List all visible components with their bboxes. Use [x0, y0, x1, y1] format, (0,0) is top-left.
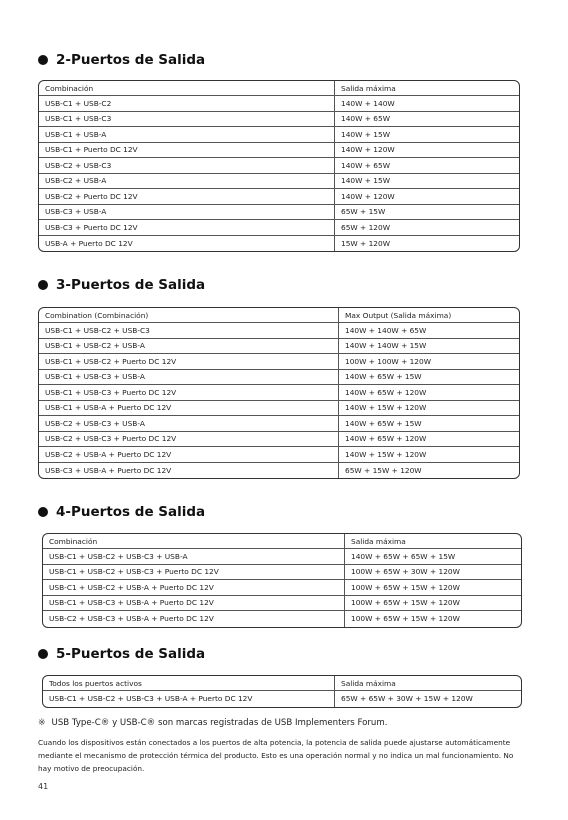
cell-max-output: 140W + 65W: [341, 160, 391, 170]
table-row: [43, 611, 521, 627]
cell-max-output: 140W + 15W: [341, 176, 391, 186]
table-row: [39, 416, 519, 432]
section-title-text: 2-Puertos de Salida: [56, 52, 206, 68]
cell-max-output: 140W + 140W + 15W: [345, 341, 427, 351]
cell-combination: USB-C1 + USB-C3 + USB-A + Puerto DC 12V: [43, 596, 345, 611]
header-combination: Todos los puertos activos: [43, 676, 335, 690]
header-max-output: Max Output (Salida máxima): [345, 310, 452, 320]
table-header-row: [43, 676, 521, 691]
cell-combination: USB-C1 + USB-C2: [39, 96, 335, 111]
bullet-icon: [38, 55, 48, 65]
table-header-row: [43, 534, 521, 549]
cell-combination: USB-C3 + USB-A + Puerto DC 12V: [39, 463, 339, 479]
header-max-output: Salida máxima: [351, 536, 406, 546]
cell-combination: USB-C2 + Puerto DC 12V: [39, 189, 335, 204]
page-number: 41: [38, 782, 49, 791]
cell-combination: USB-C2 + USB-C3 + USB-A + Puerto DC 12V: [43, 611, 345, 627]
cell-max-output: 65W + 15W: [341, 207, 386, 217]
cell-max-output: 140W + 15W: [341, 129, 391, 139]
cell-combination: USB-C2 + USB-C3 + USB-A: [39, 416, 339, 431]
cell-combination: USB-C2 + USB-C3 + Puerto DC 12V: [39, 432, 339, 447]
cell-combination: USB-A + Puerto DC 12V: [39, 236, 335, 252]
cell-combination: USB-C1 + USB-C2 + USB-C3 + Puerto DC 12V: [43, 565, 345, 580]
table-row: [39, 323, 519, 339]
header-combination: Combination (Combinación): [39, 308, 339, 322]
cell-max-output: 140W + 65W + 15W: [345, 372, 422, 382]
cell-combination: USB-C1 + Puerto DC 12V: [39, 143, 335, 158]
output-table-3-ports: [38, 307, 520, 479]
section-title-text: 5-Puertos de Salida: [56, 646, 206, 662]
cell-combination: USB-C1 + USB-C2 + USB-A: [39, 339, 339, 354]
bullet-icon: [38, 507, 48, 517]
table-row: [39, 370, 519, 386]
cell-combination: USB-C1 + USB-C2 + USB-A + Puerto DC 12V: [43, 580, 345, 595]
table-row: [39, 432, 519, 448]
cell-max-output: 100W + 65W + 15W + 120W: [351, 614, 460, 624]
output-table-2-ports: [38, 80, 520, 252]
bullet-icon: [38, 649, 48, 659]
table-row: [43, 565, 521, 581]
cell-combination: USB-C1 + USB-A + Puerto DC 12V: [39, 401, 339, 416]
table-row: [39, 447, 519, 463]
table-row: [39, 339, 519, 355]
cell-max-output: 65W + 120W: [341, 222, 391, 232]
cell-max-output: 140W + 65W: [341, 114, 391, 124]
table-row: [39, 385, 519, 401]
table-row: [39, 143, 519, 159]
cell-combination: USB-C1 + USB-C2 + USB-C3 + USB-A: [43, 549, 345, 564]
section-title-text: 3-Puertos de Salida: [56, 277, 206, 293]
table-header-row: [39, 81, 519, 96]
section-title-4-ports: [38, 504, 205, 520]
table-row: [39, 236, 519, 252]
table-row: [43, 549, 521, 565]
table-row: [39, 220, 519, 236]
table-row: [39, 205, 519, 221]
cell-combination: USB-C1 + USB-C2 + USB-C3: [39, 323, 339, 338]
cell-max-output: 140W + 65W + 120W: [345, 387, 427, 397]
section-title-2-ports: [38, 52, 205, 68]
cell-max-output: 140W + 15W + 120W: [345, 403, 427, 413]
table-row: [43, 596, 521, 612]
table-row: [39, 174, 519, 190]
cell-max-output: 65W + 15W + 120W: [345, 465, 422, 475]
cell-max-output: 100W + 100W + 120W: [345, 356, 432, 366]
cell-combination: USB-C1 + USB-A: [39, 127, 335, 142]
header-max-output: Salida máxima: [341, 678, 396, 688]
cell-max-output: 100W + 65W + 15W + 120W: [351, 582, 460, 592]
table-header-row: [39, 308, 519, 323]
cell-max-output: 65W + 65W + 30W + 15W + 120W: [341, 694, 473, 704]
table-row: [39, 158, 519, 174]
table-row: [43, 691, 521, 707]
cell-max-output: 140W + 120W: [341, 191, 395, 201]
trademark-note-text: USB Type-C® y USB-C® son marcas registradas de USB Implementers Forum.: [51, 718, 388, 728]
table-row: [39, 127, 519, 143]
bullet-icon: [38, 280, 48, 290]
cell-combination: USB-C1 + USB-C3 + Puerto DC 12V: [39, 385, 339, 400]
cell-combination: USB-C1 + USB-C2 + Puerto DC 12V: [39, 354, 339, 369]
cell-max-output: 100W + 65W + 15W + 120W: [351, 598, 460, 608]
table-row: [39, 112, 519, 128]
cell-combination: USB-C3 + USB-A: [39, 205, 335, 220]
header-max-output: Salida máxima: [341, 83, 396, 93]
section-title-3-ports: [38, 277, 205, 293]
section-title-5-ports: [38, 646, 205, 662]
table-row: [39, 401, 519, 417]
note-mark-icon: ※: [38, 718, 46, 728]
cell-max-output: 140W + 140W + 65W: [345, 325, 427, 335]
cell-combination: USB-C2 + USB-A: [39, 174, 335, 189]
output-table-5-ports: [42, 675, 522, 708]
table-row: [39, 354, 519, 370]
table-row: [43, 580, 521, 596]
cell-max-output: 140W + 15W + 120W: [345, 449, 427, 459]
header-combination: Combinación: [39, 81, 335, 95]
cell-combination: USB-C1 + USB-C3: [39, 112, 335, 127]
cell-max-output: 140W + 65W + 120W: [345, 434, 427, 444]
cell-max-output: 140W + 140W: [341, 98, 395, 108]
cell-max-output: 140W + 65W + 65W + 15W: [351, 551, 456, 561]
output-table-4-ports: [42, 533, 522, 628]
section-title-text: 4-Puertos de Salida: [56, 504, 206, 520]
cell-max-output: 15W + 120W: [341, 238, 391, 248]
cell-combination: USB-C2 + USB-A + Puerto DC 12V: [39, 447, 339, 462]
cell-combination: USB-C2 + USB-C3: [39, 158, 335, 173]
cell-max-output: 140W + 65W + 15W: [345, 418, 422, 428]
cell-max-output: 140W + 120W: [341, 145, 395, 155]
cell-combination: USB-C3 + Puerto DC 12V: [39, 220, 335, 235]
trademark-note: [38, 718, 387, 728]
cell-combination: USB-C1 + USB-C2 + USB-C3 + USB-A + Puerto DC 12V: [43, 691, 335, 707]
table-row: [39, 189, 519, 205]
table-row: [39, 96, 519, 112]
cell-max-output: 100W + 65W + 30W + 120W: [351, 567, 460, 577]
header-combination: Combinación: [43, 534, 345, 548]
cell-combination: USB-C1 + USB-C3 + USB-A: [39, 370, 339, 385]
table-row: [39, 463, 519, 479]
thermal-protection-notice: Cuando los dispositivos están conectados a los puertos de alta potencia, la potencia de salida puede ajustarse automáticamente mediante el mecanismo de protección térmica del producto. Esto es una operación normal y no indica un mal funcionamiento. No hay motivo de preocupación.: [38, 738, 514, 774]
